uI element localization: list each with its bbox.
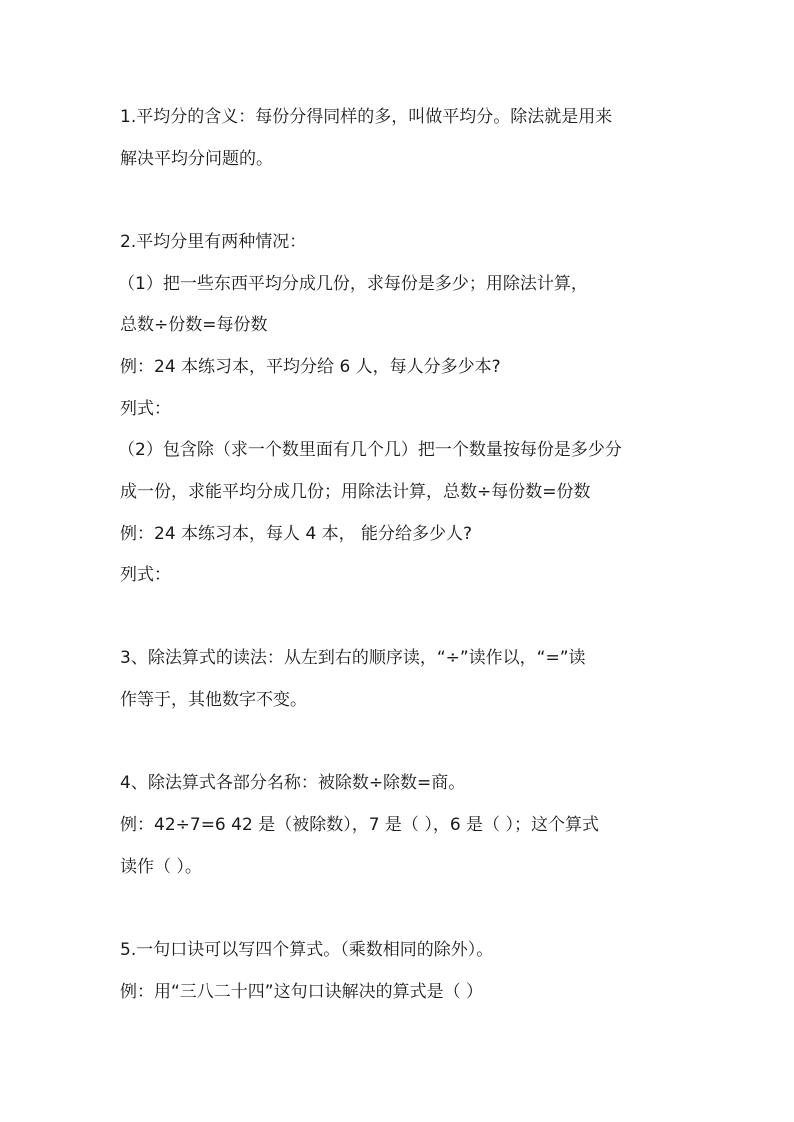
- section-2-heading: 2.平均分里有两种情况：: [120, 232, 307, 252]
- case-1-line-1: （1）把一些东西平均分成几份，求每份是多少；用除法计算，: [118, 274, 588, 294]
- case-1-equation-label: 列式：: [120, 399, 171, 419]
- section-4-heading: 4、除法算式各部分名称：被除数÷除数=商。: [120, 773, 466, 793]
- section-3-line-1: 3、除法算式的读法：从左到右的顺序读，“÷”读作以，“=”读: [120, 648, 586, 668]
- case-2-equation-label: 列式：: [120, 565, 171, 585]
- case-2-example: 例：24 本练习本，每人 4 本， 能分给多少人?: [120, 524, 473, 544]
- section-5-heading: 5.一句口诀可以写四个算式。（乘数相同的除外）。: [120, 940, 494, 960]
- section-1-line-1: 1.平均分的含义：每份分得同样的多，叫做平均分。除法就是用来: [120, 107, 613, 127]
- case-1-formula: 总数÷份数=每份数: [120, 315, 268, 335]
- case-2-line-2: 成一份，求能平均分成几份；用除法计算，总数÷每份数=份数: [120, 482, 591, 502]
- section-4-example-line-1: 例：42÷7=6 42 是（被除数），7 是（ ），6 是（ ）；这个算式: [120, 815, 599, 835]
- section-1-line-2: 解决平均分问题的。: [120, 149, 273, 169]
- section-4-example-line-2: 读作（ ）。: [120, 857, 202, 877]
- case-1-example: 例：24 本练习本，平均分给 6 人，每人分多少本?: [120, 357, 501, 377]
- section-5-example: 例：用“三八二十四”这句口诀解决的算式是（ ）: [120, 982, 484, 1002]
- case-2-line-1: （2）包含除（求一个数里面有几个几）把一个数量按每份是多少分: [118, 440, 622, 460]
- section-3-line-2: 作等于，其他数字不变。: [120, 690, 307, 710]
